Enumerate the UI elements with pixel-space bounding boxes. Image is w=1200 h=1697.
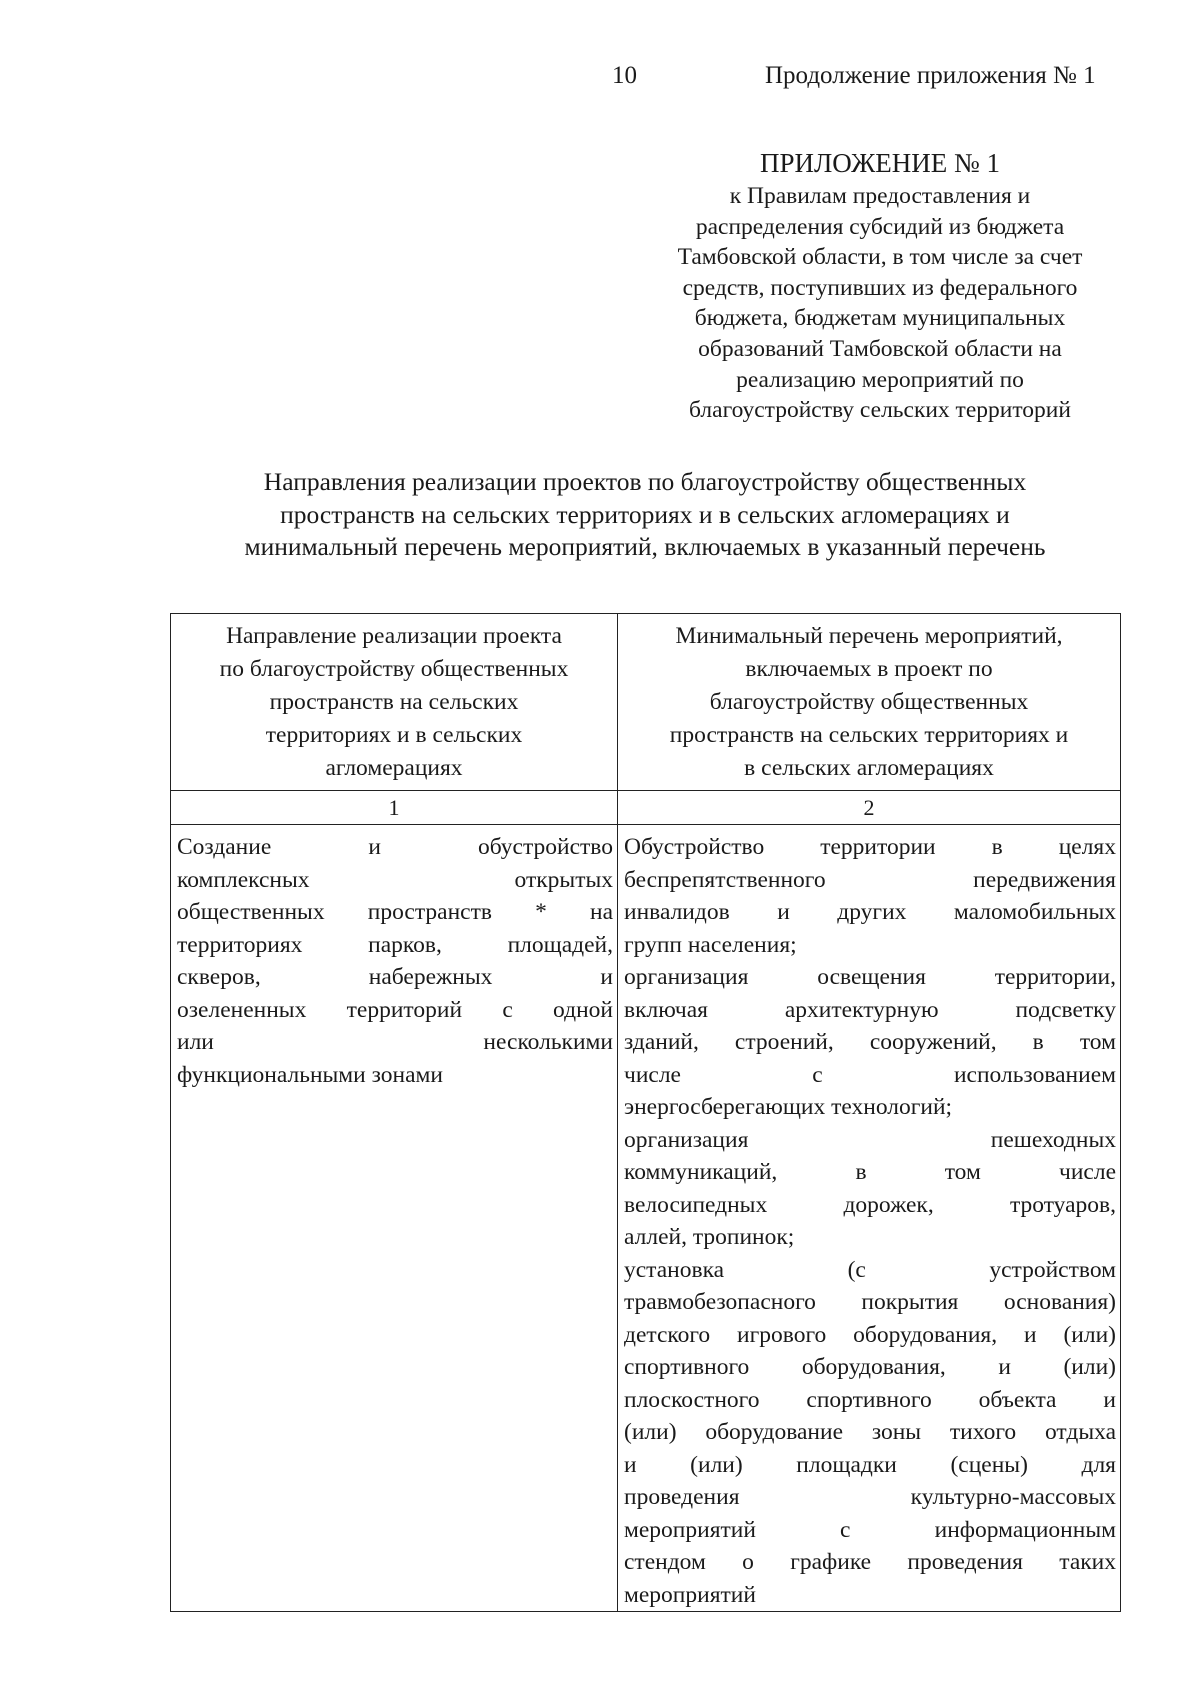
activities-line: плоскостного спортивного объекта и <box>624 1386 1116 1413</box>
appendix-title: ПРИЛОЖЕНИЕ № 1 <box>759 148 1001 178</box>
activities-line: Обустройство территории в целях <box>624 834 1116 860</box>
appendix-subtitle: к Правилам предоставления и распределения субсидий из бюджета Тамбовской области, в том числе за счет средств, поступивших из федерального бюджета, бюджетам муниципальных образований Тамбовской области на реализацию мероприятий по благоустройству сельских территорий <box>677 183 1083 424</box>
direction-line: комплексных открытых <box>177 866 613 893</box>
activities-line: мероприятий с информационным <box>624 1516 1116 1543</box>
direction-line: Создание и обустройство <box>177 834 613 860</box>
activities-line: проведения культурно-массовых <box>624 1484 1116 1510</box>
activities-line: числе с использованием <box>624 1061 1116 1088</box>
activities-line: (или) оборудование зоны тихого отдыха <box>624 1419 1116 1445</box>
direction-line: общественных пространств * на <box>177 899 613 925</box>
activities-line: аллей, тропинок; <box>624 1224 795 1250</box>
activities-cell <box>618 825 1121 1612</box>
page-header <box>0 56 1200 96</box>
activities-line: мероприятий <box>624 1581 756 1608</box>
activities-line: коммуникаций, в том числе <box>624 1159 1116 1185</box>
activities-line: травмобезопасного покрытия основания) <box>624 1289 1116 1315</box>
page-number: 10 <box>612 62 637 89</box>
table-header-activities: Минимальный перечень мероприятий, включаемых в проект по благоустройству общественных пространств на сельских территориях и в сельских агломерациях <box>618 614 1121 791</box>
activities-line: спортивного оборудования, и (или) <box>624 1354 1116 1380</box>
column-number-2: 2 <box>618 791 1121 825</box>
direction-line: территориях парков, площадей, <box>177 931 613 958</box>
direction-line: озелененных территорий с одной <box>177 996 613 1023</box>
table-header-direction: Направление реализации проекта по благоустройству общественных пространств на сельских территориях и в сельских агломерациях <box>171 614 618 791</box>
activities-line: зданий, строений, сооружений, в том <box>624 1029 1116 1055</box>
activities-line: организация пешеходных <box>624 1126 1116 1153</box>
activities-line: беспрепятственного передвижения <box>624 866 1116 893</box>
activities-line: детского игрового оборудования, и (или) <box>624 1321 1116 1348</box>
table-header-row <box>171 614 1121 791</box>
activities-line: велосипедных дорожек, тротуаров, <box>624 1191 1116 1218</box>
column-number-row <box>171 791 1121 825</box>
activities-line: и (или) площадки (сцены) для <box>624 1451 1116 1478</box>
direction-line: или несколькими <box>177 1029 613 1055</box>
activities-line: энергосберегающих технологий; <box>624 1094 953 1120</box>
activities-line: включая архитектурную подсветку <box>624 996 1116 1023</box>
activities-line: стендом о графике проведения таких <box>624 1549 1116 1575</box>
direction-line: скверов, набережных и <box>177 964 613 990</box>
document-title: Направления реализации проектов по благоустройству общественных пространств на сельских территориях и в сельских агломерациях и минимальный перечень мероприятий, включаемых в указанный перечень <box>244 467 1046 561</box>
direction-line: функциональными зонами <box>177 1061 443 1088</box>
column-number-1: 1 <box>171 791 618 825</box>
activities-line: инвалидов и других маломобильных <box>624 899 1116 925</box>
measures-table <box>170 613 1121 1612</box>
continuation-label: Продолжение приложения № 1 <box>765 62 1096 89</box>
activities-line: организация освещения территории, <box>624 964 1116 990</box>
direction-cell <box>171 825 618 1612</box>
table-row <box>171 825 1121 1612</box>
appendix-block <box>640 145 1120 426</box>
activities-line: установка (с устройством <box>624 1256 1116 1283</box>
activities-line: групп населения; <box>624 931 797 958</box>
